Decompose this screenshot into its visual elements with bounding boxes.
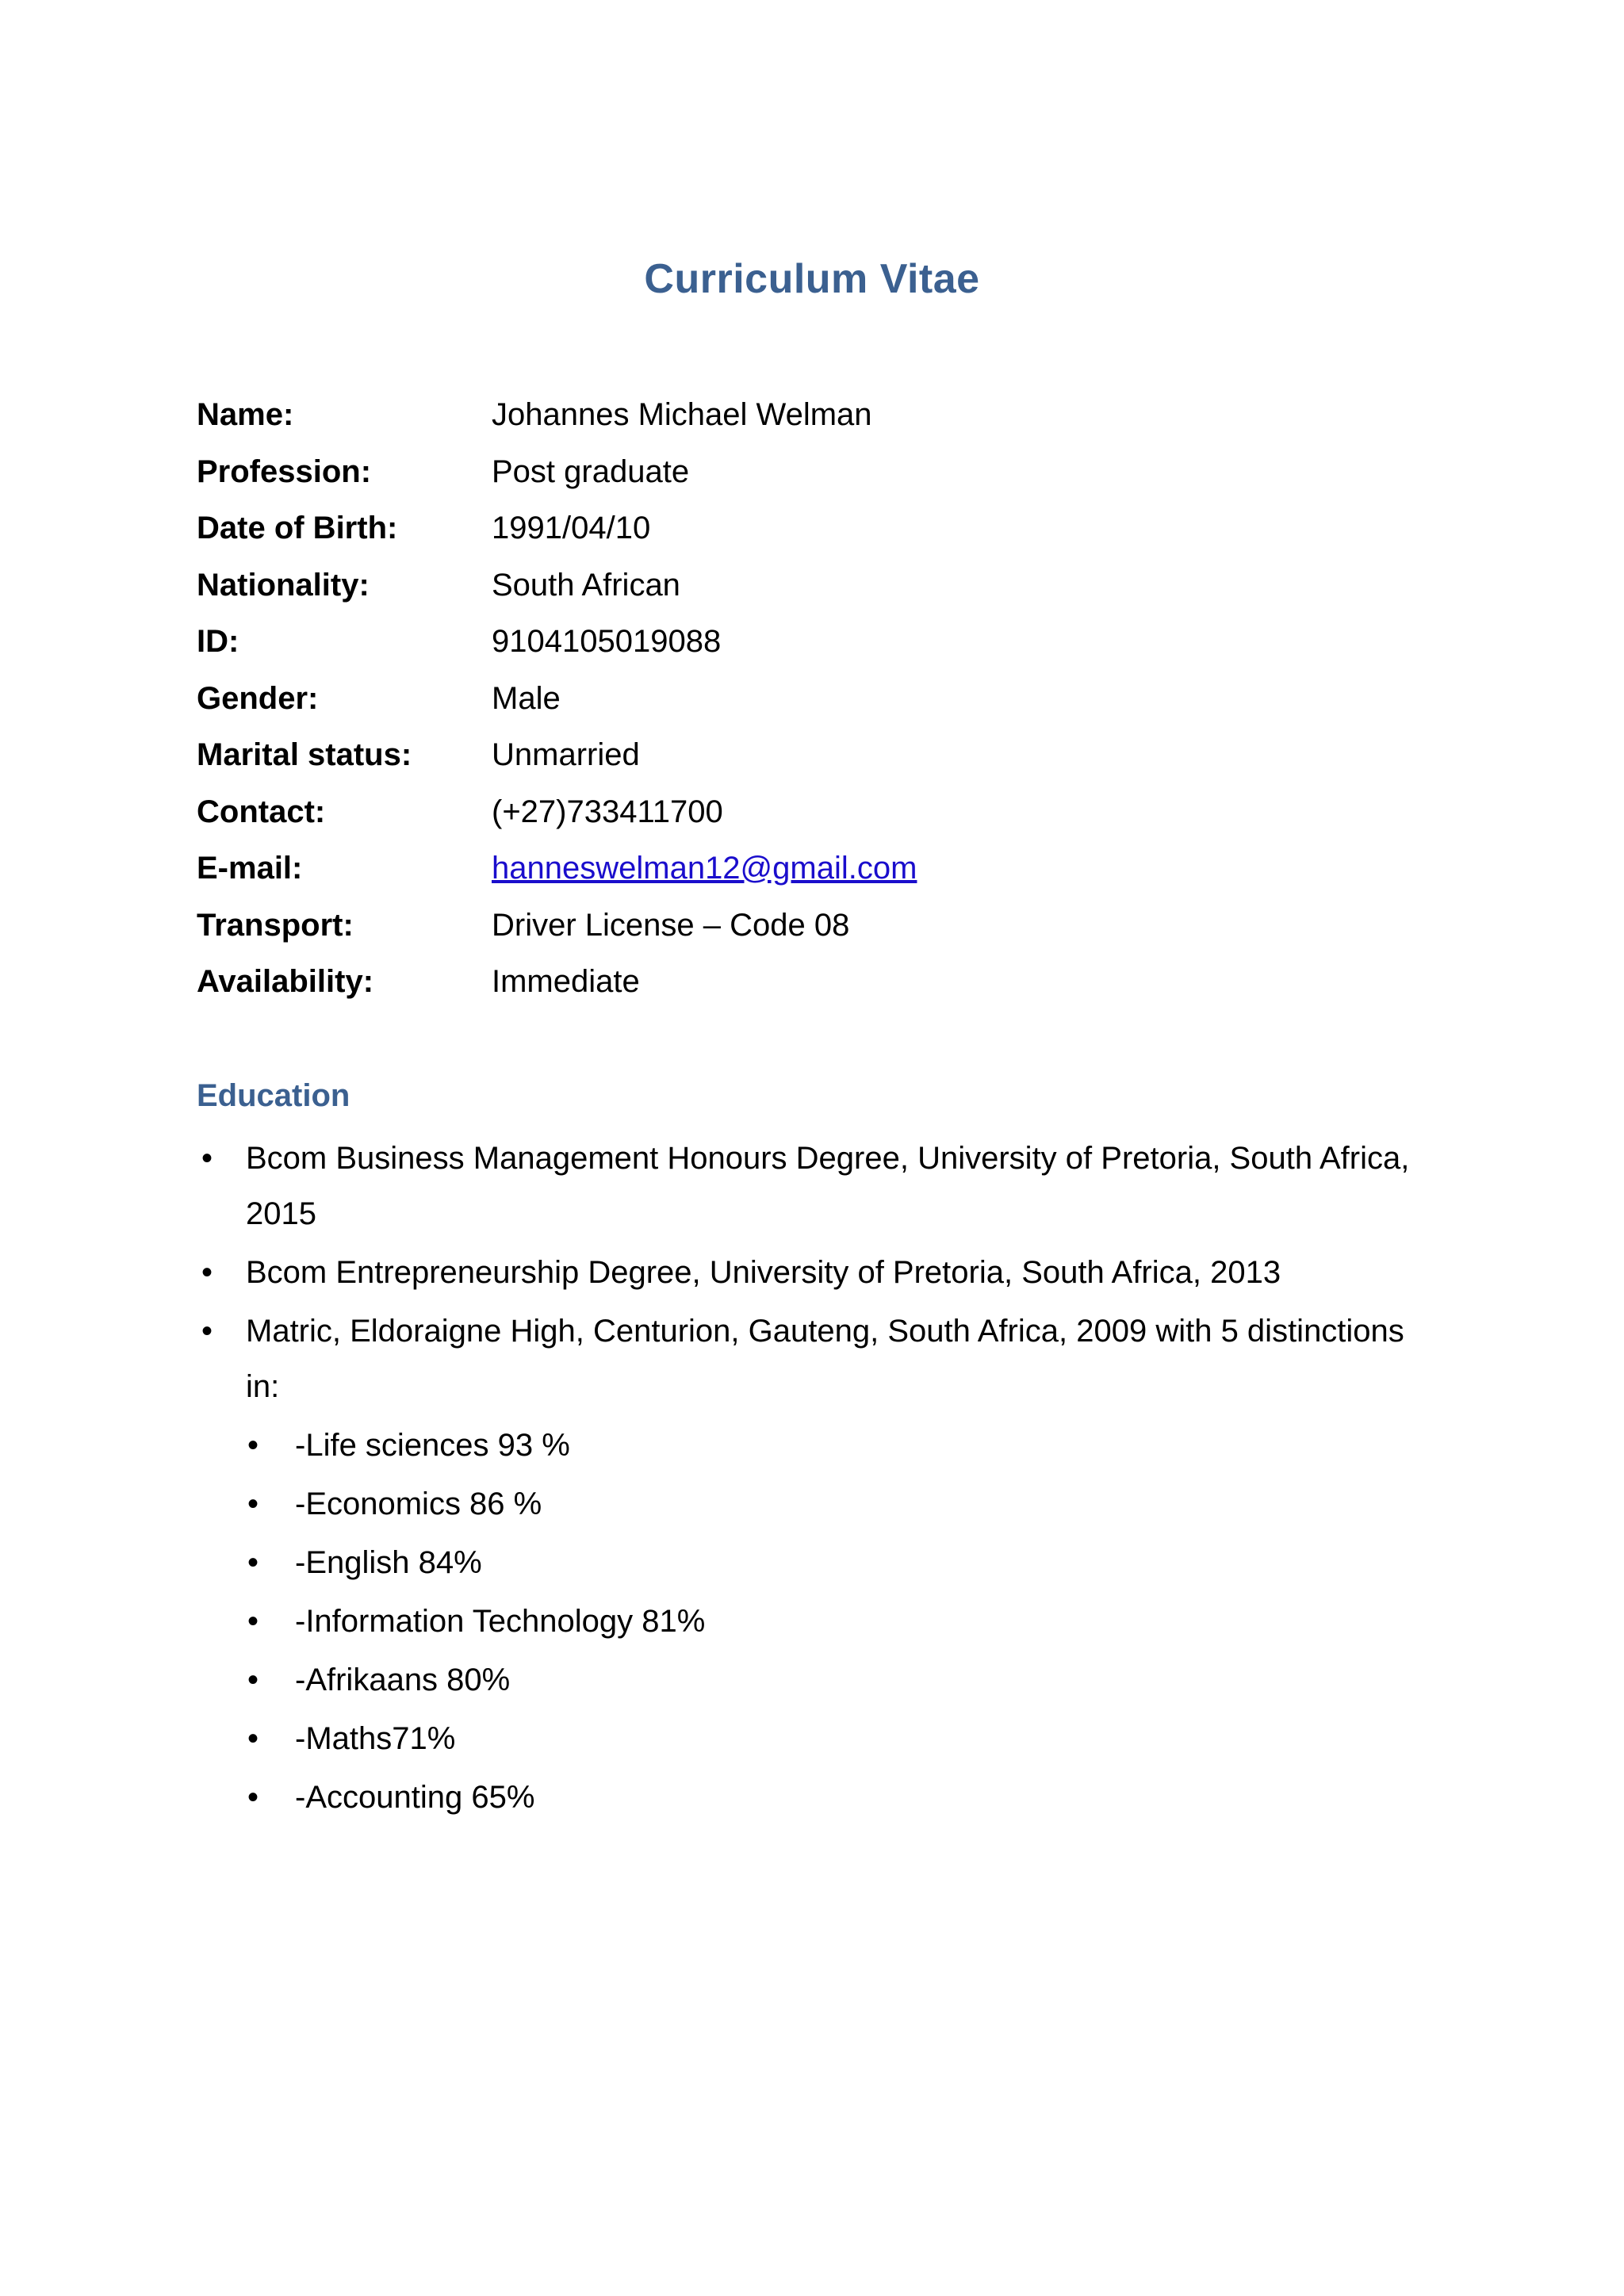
bullet-icon: • — [247, 1545, 259, 1580]
bullet-icon: • — [247, 1428, 259, 1463]
education-list — [197, 1131, 1434, 1828]
distinction-text: -Afrikaans 80% — [295, 1663, 511, 1697]
detail-row-marital-status — [197, 727, 1465, 784]
detail-value — [492, 851, 917, 886]
distinction-text: -Accounting 65% — [295, 1780, 535, 1815]
distinction-item — [197, 1476, 1434, 1535]
detail-row-profession — [197, 444, 1465, 501]
detail-row-nationality — [197, 557, 1465, 614]
distinction-text: -Maths71% — [295, 1721, 456, 1756]
detail-value: Immediate — [492, 964, 640, 1000]
detail-label: E-mail: — [197, 851, 303, 886]
education-item — [197, 1131, 1434, 1242]
distinctions-list — [197, 1418, 1434, 1828]
bullet-icon: • — [201, 1255, 213, 1290]
bullet-icon: • — [201, 1314, 213, 1349]
bullet-icon: • — [247, 1604, 259, 1639]
distinction-text: -Information Technology 81% — [295, 1604, 706, 1639]
distinction-item — [197, 1535, 1434, 1594]
detail-row-date-of-birth — [197, 500, 1465, 557]
detail-label: Marital status: — [197, 737, 412, 773]
detail-row-transport — [197, 897, 1465, 955]
personal-details — [197, 387, 1465, 1011]
page-title: Curriculum Vitae — [644, 256, 980, 302]
detail-value: Driver License – Code 08 — [492, 907, 850, 943]
detail-value: Unmarried — [492, 737, 640, 773]
distinction-item — [197, 1711, 1434, 1770]
detail-label: Gender: — [197, 680, 319, 716]
education-item-text: Bcom Entrepreneurship Degree, University of Pretoria, South Africa, 2013 — [246, 1255, 1281, 1290]
education-item — [197, 1245, 1434, 1300]
distinction-text: -Life sciences 93 % — [295, 1428, 570, 1463]
detail-row-name — [197, 387, 1465, 444]
detail-value: Male — [492, 680, 561, 716]
distinction-item — [197, 1418, 1434, 1476]
bullet-icon: • — [247, 1487, 259, 1521]
detail-label: Nationality: — [197, 567, 370, 603]
distinction-text: -Economics 86 % — [295, 1487, 542, 1521]
detail-value: Post graduate — [492, 453, 690, 489]
education-item-text: Matric, Eldoraigne High, Centurion, Gauteng, South Africa, 2009 with 5 distinctions in: — [246, 1314, 1404, 1404]
bullet-icon: • — [201, 1141, 213, 1176]
detail-label: Date of Birth: — [197, 511, 398, 546]
education-heading: Education — [197, 1078, 350, 1113]
detail-value: 9104105019088 — [492, 624, 722, 660]
detail-row-contact — [197, 784, 1465, 841]
distinction-item — [197, 1770, 1434, 1828]
detail-value: 1991/04/10 — [492, 511, 651, 546]
detail-label: Transport: — [197, 907, 354, 943]
detail-row-id — [197, 614, 1465, 671]
bullet-icon: • — [247, 1780, 259, 1815]
distinction-item — [197, 1594, 1434, 1652]
detail-label: ID: — [197, 624, 239, 660]
bullet-icon: • — [247, 1663, 259, 1697]
detail-label: Availability: — [197, 964, 374, 1000]
distinction-item — [197, 1652, 1434, 1711]
detail-row-availability — [197, 954, 1465, 1011]
detail-label: Profession: — [197, 453, 372, 489]
bullet-icon: • — [247, 1721, 259, 1756]
detail-value: (+27)733411700 — [492, 794, 723, 829]
distinction-text: -English 84% — [295, 1545, 482, 1580]
detail-value: Johannes Michael Welman — [492, 397, 872, 433]
detail-label: Contact: — [197, 794, 326, 829]
email-link[interactable]: hanneswelman12@gmail.com — [492, 851, 917, 886]
education-item-text: Bcom Business Management Honours Degree, University of Pretoria, South Africa, 2015 — [246, 1141, 1410, 1231]
detail-label: Name: — [197, 397, 294, 433]
education-item — [197, 1303, 1434, 1414]
detail-row-email — [197, 840, 1465, 897]
detail-value: South African — [492, 567, 680, 603]
detail-row-gender — [197, 671, 1465, 728]
